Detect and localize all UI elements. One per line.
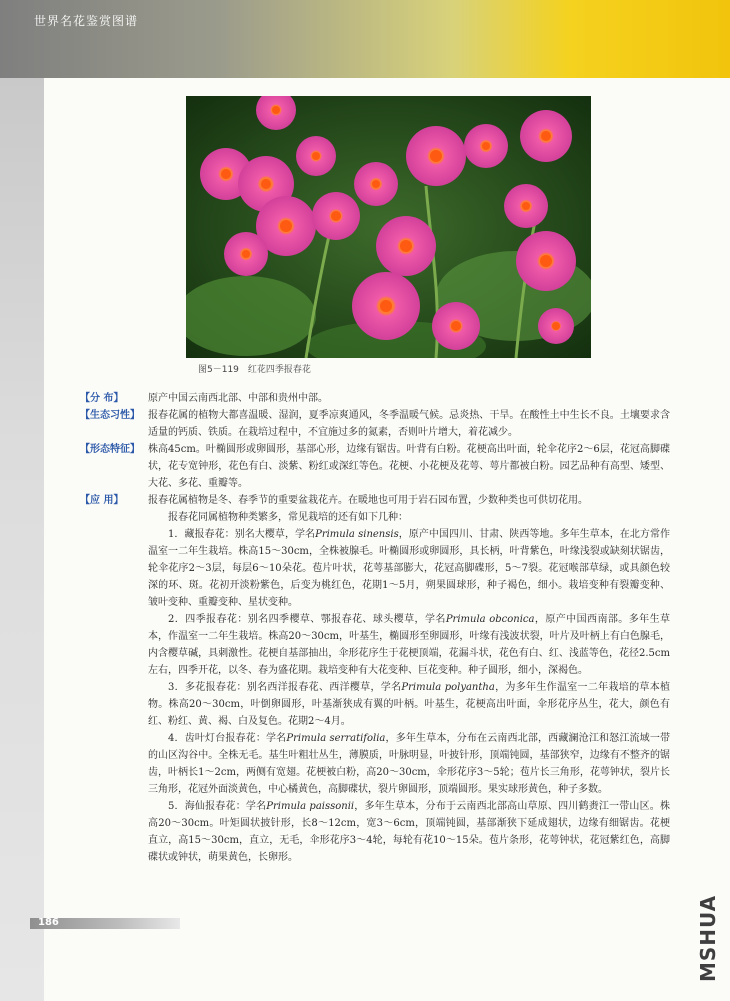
- species-4: 4．齿叶灯台报春花：学名Primula serratifolia，多年生草本，分布在云南西北部，西藏澜沧江和怒江流域一带的山区沟谷中。全株无毛。基生叶粗壮丛生，薄膜质，叶脉明显，叶披针形，顶端钝圆，基部狭窄，边缘有不整齐的锯齿，叶柄长1～2cm，两侧有宽翅。花梗被白粉，高20～30cm，伞形花序3～5轮；苞片长三角形，花萼钟状，裂片长三角形，花冠外面淡黄色，中心橘黄色，高脚碟状，裂片卵圆形，顶端圆形。果实球形黄色，种子多数。: [148, 733, 671, 795]
- text-distribution: 原产中国云南西北部、中部和贵州中部。: [148, 393, 328, 404]
- left-margin-bar: [0, 78, 44, 1001]
- text-use: 报春花属植物是冬、春季节的重要盆栽花卉。在暖地也可用于岩石园布置，少数种类也可供切花用。: [148, 495, 588, 506]
- species-1: 1．藏报春花：别名大樱草，学名Primula sinensis，原产中国四川、甘肃、陕西等地。多年生草本，在北方常作温室一二年生栽培。株高15～30cm，全株被腺毛。叶椭圆形或卵圆形，具长柄，叶背紫色，叶缘浅裂或缺刻状锯齿，轮伞花序2～3层，每层6～10朵花。苞片叶状，花萼基部膨大，花冠高脚碟形，5～7裂。花冠喉部草绿，或具颜色较深的环、斑。花初开淡粉紫色，后变为桃红色，花期1～5月，朔果圆球形，种子褐色，细小。栽培变种有裂瓣变种、皱叶变种、重瓣变种、星状变种。: [148, 529, 670, 608]
- species-3: 3．多花报春花：别名西洋报春花、西洋樱草，学名Primula polyantha，为多年生作温室一二年栽培的草本植物。株高20～30cm，叶倒卵圆形，叶基渐狭成有翼的叶柄。叶基生，花梗高出叶面，伞形花序丛生，花大，颜色有红、粉红、黄、褐、白及复色。花期2～4月。: [148, 682, 671, 727]
- latin-name: Primula serratifolia: [286, 733, 386, 744]
- label-use: 【应 用】: [80, 495, 124, 506]
- latin-name: Primula polyantha: [401, 682, 495, 693]
- latin-name: Primula obconica: [445, 614, 535, 625]
- text-morphology: 株高45cm。叶椭圆形或卵圆形，基部心形，边缘有锯齿。叶背有白粉。花梗高出叶面，轮伞花序2～6层，花冠高脚碟状，花专宽钟形，花色有白、淡紫、粉红或深红等色。花梗、小花梗及花萼、萼片都被白粉。园艺品种有高型、矮型、大花、多花、重瓣等。: [148, 444, 670, 489]
- watermark: MSHUA: [696, 894, 720, 982]
- section-use: [80, 492, 670, 509]
- text-habits: 报春花属的植物大都喜温暖、湿润，夏季凉爽通风，冬季温暖气候。忌炎热、干旱。在酸性土中生长不良。土壤要求含适量的钙质、铁质。在栽培过程中，不宜施过多的氮素，否则叶片增大，着花减少。: [148, 410, 670, 438]
- label-habits: 【生态习性】: [80, 410, 140, 421]
- species-list: [148, 509, 670, 866]
- species-2: 2．四季报春花：别名四季樱草、鄂报春花、球头樱草，学名Primula obconica，原产中国西南部。多年生草本，作温室一二年生栽培。株高20～30cm，叶基生，椭圆形至卵圆形，叶缘有浅波状裂，叶片及叶柄上有白色腺毛，内含樱草碱，具刺激性。花梗自基部抽出，伞形花序生于花梗顶端，花漏斗状，花色有白、红、浅蓝等色，花径2.5cm左右，四季开花，以冬、春为盛花期。栽培变种有大花变种、巨花变种。种子圆形，细小，深褐色。: [148, 614, 670, 676]
- header-band: [0, 0, 730, 78]
- label-distribution: 【分 布】: [80, 393, 124, 404]
- section-morphology: [80, 441, 670, 492]
- species-intro: 报春花同属植物种类繁多，常见栽培的还有如下几种：: [168, 512, 408, 523]
- section-distribution: [80, 390, 670, 407]
- latin-name: Primula sinensis: [315, 529, 399, 540]
- species-5: 5．海仙报春花：学名Primula paissonii，多年生草本，分布于云南西北部高山草原、四川鹤赉江一带山区。株高20～30cm。叶矩圆状披针形，长8～12cm，宽3～6cm，顶端钝圆，基部渐狭下延成翅状，边缘有细锯齿。花梗直立，高15～30cm，直立，无毛，伞形花序3～4轮，每轮有花10～15朵。苞片条形，花萼钟状，花冠紫红色，高脚碟状或钟状，萌果黄色，长卵形。: [148, 801, 670, 863]
- book-title: 世界名花鉴赏图谱: [34, 14, 139, 28]
- label-morphology: 【形态特征】: [80, 444, 140, 455]
- section-habits: [80, 407, 670, 441]
- page-number: 186: [38, 917, 59, 928]
- flower-photo: [186, 96, 591, 358]
- latin-name: Primula paissonii: [266, 801, 355, 812]
- figure-caption: 图5－119 红花四季报春花: [198, 365, 311, 375]
